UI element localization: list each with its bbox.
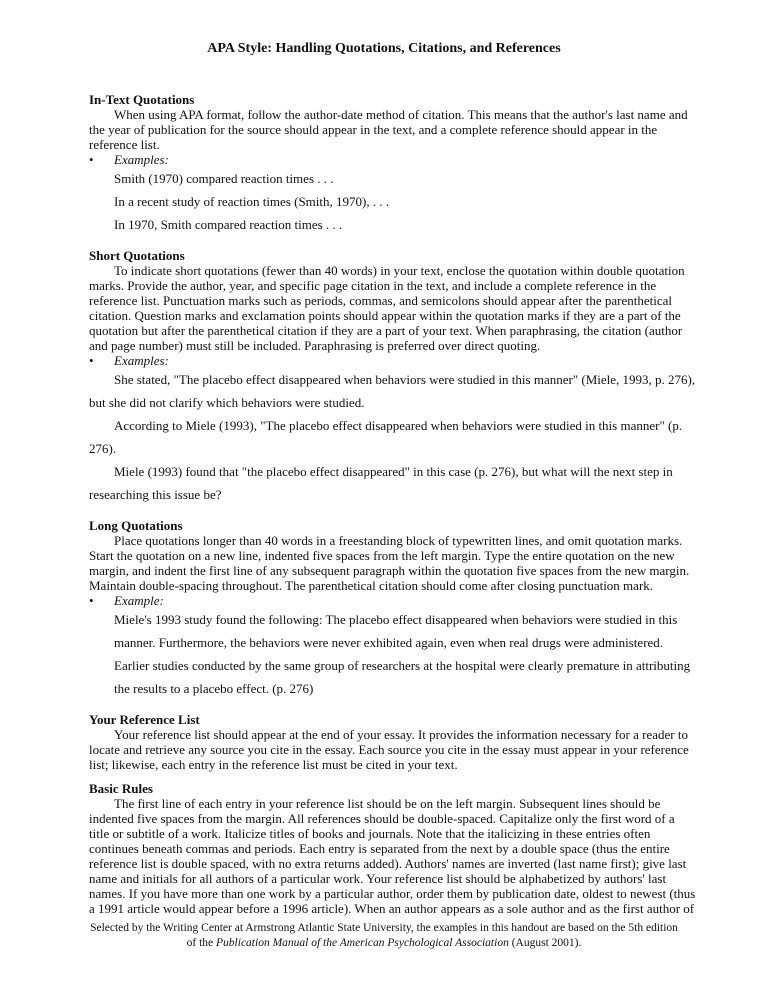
examples-label: Examples: [114, 152, 169, 167]
bullet-icon: • [89, 353, 94, 368]
short-paragraph-line: quotation but after the parenthetical citation if they are a part of your text. When paraphrasing, the citation (author [89, 323, 683, 338]
in-text-paragraph-line: When using APA format, follow the author-date method of citation. This means that the author's last name and [114, 107, 688, 122]
footer-manual-title: Publication Manual of the American Psychological Association [216, 937, 509, 949]
example-line: Miele (1993) found that "the placebo effect disappeared" in this case (p. 276), but what will the next step in [114, 464, 673, 479]
block-quote-line: the results to a placebo effect. (p. 276) [114, 681, 314, 696]
in-text-paragraph-line: the year of publication for the source should appear in the text, and a complete reference should appear in the [89, 122, 658, 137]
example-line: In a recent study of reaction times (Smith, 1970), . . . [114, 194, 390, 209]
page-title: APA Style: Handling Quotations, Citations, and References [207, 41, 561, 56]
example-line: She stated, "The placebo effect disappeared when behaviors were studied in this manner" (Miele, 1993, p. 276), [114, 372, 696, 387]
heading-short-quotations: Short Quotations [89, 248, 185, 263]
in-text-paragraph-line: reference list. [89, 137, 160, 152]
basic-rules-line: The first line of each entry in your reference list should be on the left margin. Subsequent lines should be [114, 796, 661, 811]
block-quote-line: Miele's 1993 study found the following: The placebo effect disappeared when behaviors were studied in this [114, 612, 678, 627]
basic-rules-line: continues beneath commas and periods. Each entry is separated from the next by a double space (thus the entire [89, 841, 670, 856]
reflist-paragraph-line: locate and retrieve any source you cite in the essay. Each source you cite in the essay must appear in your reference [89, 742, 689, 757]
block-quote-line: manner. Furthermore, the behaviors were never exhibited again, even when real drugs were administered. [114, 635, 664, 650]
example-line: 276). [89, 441, 117, 456]
short-paragraph-line: and page number) must still be included. Paraphrasing is preferred over direct quoting. [89, 338, 541, 353]
block-quote-line: Earlier studies conducted by the same group of researchers at the hospital were clearly premature in attributing [114, 658, 691, 673]
short-paragraph-line: marks. Provide the author, year, and specific page citation in the text, and include a complete reference in the [89, 278, 657, 293]
footer-line: Selected by the Writing Center at Armstrong Atlantic State University, the examples in this handout are based on the 5th edition [90, 922, 678, 934]
example-line: According to Miele (1993), "The placebo effect disappeared when behaviors were studied in this manner" (p. [114, 418, 683, 433]
long-paragraph-line: Place quotations longer than 40 words in a freestanding block of typewritten lines, and omit quotation marks. [114, 533, 683, 548]
long-paragraph-line: Start the quotation on a new line, indented five spaces from the left margin. Type the entire quotation on the new [89, 548, 675, 563]
footer-prefix: of the [186, 937, 214, 949]
long-paragraph-line: Maintain double-spacing throughout. The parenthetical citation should come after closing punctuation mark. [89, 578, 654, 593]
heading-basic-rules: Basic Rules [89, 781, 153, 796]
short-paragraph-line: citation. Question marks and exclamation points should appear within the quotation marks if they are a part of the [89, 308, 681, 323]
example-label: Example: [114, 593, 164, 608]
bullet-icon: • [89, 152, 94, 167]
heading-in-text-quotations: In-Text Quotations [89, 92, 195, 107]
heading-your-reference-list: Your Reference List [89, 712, 200, 727]
example-line: but she did not clarify which behaviors were studied. [89, 395, 365, 410]
short-paragraph-line: reference list. Punctuation marks such as periods, commas, and semicolons should appear after the parenthetical [89, 293, 673, 308]
basic-rules-line: reference list is double spaced, with no extra returns added). Authors' names are inverted (last name first); give last [89, 856, 687, 871]
long-paragraph-line: margin, and indent the first line of any subsequent paragraph within the quotation five spaces from the new margin. [89, 563, 690, 578]
bullet-icon: • [89, 593, 94, 608]
reflist-paragraph-line: list; likewise, each entry in the reference list must be cited in your text. [89, 757, 458, 772]
example-line: researching this issue be? [89, 487, 222, 502]
examples-label: Examples: [114, 353, 169, 368]
basic-rules-line: title or subtitle of a work. Italicize titles of books and journals. Note that the italicizing in these entries often [89, 826, 651, 841]
basic-rules-line: a 1991 article would appear before a 1996 article). When an author appears as a sole author and as the first author of [89, 901, 695, 916]
example-line: In 1970, Smith compared reaction times . . . [114, 217, 343, 232]
basic-rules-line: name and initials for all authors of a particular work. Your reference list should be alphabetized by authors' last [89, 871, 667, 886]
short-paragraph-line: To indicate short quotations (fewer than 40 words) in your text, enclose the quotation within double quotation [114, 263, 685, 278]
basic-rules-line: names. If you have more than one work by a particular author, order them by publication date, oldest to newest (thus [89, 886, 696, 901]
footer-line [0, 935, 768, 951]
example-line: Smith (1970) compared reaction times . . . [114, 171, 334, 186]
heading-long-quotations: Long Quotations [89, 518, 183, 533]
reflist-paragraph-line: Your reference list should appear at the end of your essay. It provides the information necessary for a reader to [114, 727, 688, 742]
basic-rules-line: indented five spaces from the margin. All references should be double-spaced. Capitalize only the first word of a [89, 811, 675, 826]
footer-suffix: (August 2001). [511, 937, 582, 949]
